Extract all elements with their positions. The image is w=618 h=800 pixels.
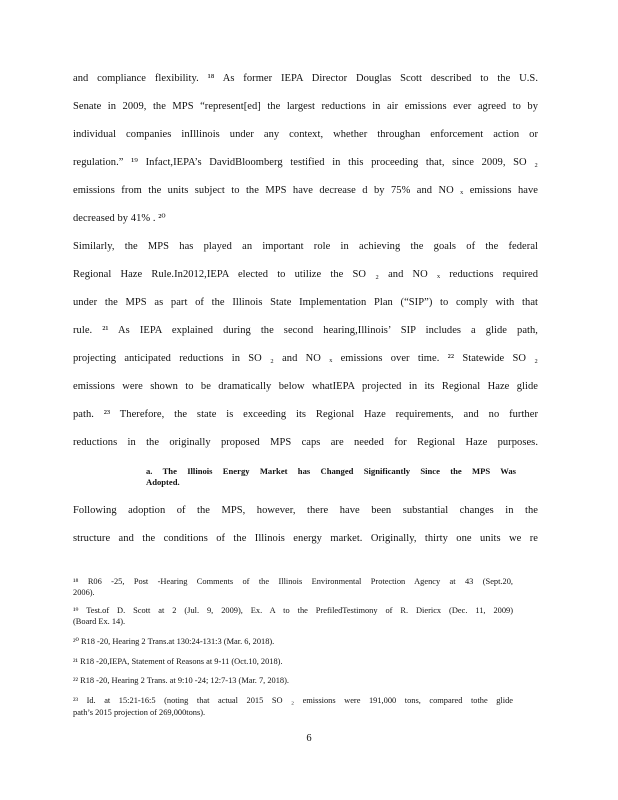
footnote-18-cont: 2006). [73, 588, 95, 597]
footnote-18: ¹⁸ R06 -25, Post -Hearing Comments of the Illinois Environmental Protection Agency at 43 (Sept.20, [73, 577, 513, 586]
body-line: regulation.” ¹⁹ Infact,IEPA’s DavidBloomberg testified in this proceeding that, since 2009, SO ₂ [73, 157, 538, 168]
body-line: Similarly, the MPS has played an important role in achieving the goals of the federal [73, 241, 538, 252]
body-line: emissions from the units subject to the MPS have decrease d by 75% and NO ₓ emissions have [73, 185, 538, 196]
body-line: rule. ²¹ As IEPA explained during the second hearing,Illinois’ SIP includes a glide path, [73, 325, 538, 336]
body-line: under the MPS as part of the Illinois State Implementation Plan (“SIP”) to comply with that [73, 297, 538, 308]
body-line: emissions were shown to be dramatically below whatIEPA projected in its Regional Haze glide [73, 381, 538, 392]
body-line: decreased by 41% . ²⁰ [73, 213, 166, 224]
body-line: and compliance flexibility. ¹⁸ As former IEPA Director Douglas Scott described to the U.S. [73, 73, 538, 84]
body-line: Regional Haze Rule.In2012,IEPA elected to utilize the SO ₂ and NO ₓ reductions required [73, 269, 538, 280]
section-heading-line: a. The Illinois Energy Market has Changed Significantly Since the MPS Was [146, 466, 516, 476]
body-line: Senate in 2009, the MPS “represent[ed] the largest reductions in air emissions ever agreed to by [73, 101, 538, 112]
footnote-23: ²³ Id. at 15:21-16:5 (noting that actual 2015 SO ₂ emissions were 191,000 tons, compared tothe glide [73, 696, 513, 705]
footnote-19: ¹⁹ Test.of D. Scott at 2 (Jul. 9, 2009), Ex. A to the PrefiledTestimony of R. Diericx (Dec. 11, 2009) [73, 606, 513, 615]
body-line: projecting anticipated reductions in SO ₂ and NO ₓ emissions over time. ²² Statewide SO ₂ [73, 353, 538, 364]
footnote-20: ²⁰ R18 -20, Hearing 2 Trans.at 130:24-131:3 (Mar. 6, 2018). [73, 637, 275, 646]
section-heading-continuation [146, 477, 180, 487]
section-heading-line: Adopted. [146, 477, 180, 487]
body-line: individual companies inIllinois under any context, whether throughan enforcement action or [73, 129, 538, 140]
body-line: Following adoption of the MPS, however, there have been substantial changes in the [73, 505, 538, 516]
page-number: 6 [306, 733, 312, 744]
body-line: path. ²³ Therefore, the state is exceeding its Regional Haze requirements, and no further [73, 409, 538, 420]
footnote-21: ²¹ R18 -20,IEPA, Statement of Reasons at 9-11 (Oct.10, 2018). [73, 657, 283, 666]
footnote-23-cont: path’s 2015 projection of 269,000tons). [73, 708, 206, 717]
section-heading [146, 466, 516, 476]
body-line: reductions in the originally proposed MPS caps are needed for Regional Haze purposes. [73, 437, 538, 448]
footnote-19-cont: (Board Ex. 14). [73, 617, 126, 626]
body-line: structure and the conditions of the Illinois energy market. Originally, thirty one units we re [73, 533, 538, 544]
footnote-22: ²² R18 -20, Hearing 2 Trans. at 9:10 -24; 12:7-13 (Mar. 7, 2018). [73, 676, 290, 685]
